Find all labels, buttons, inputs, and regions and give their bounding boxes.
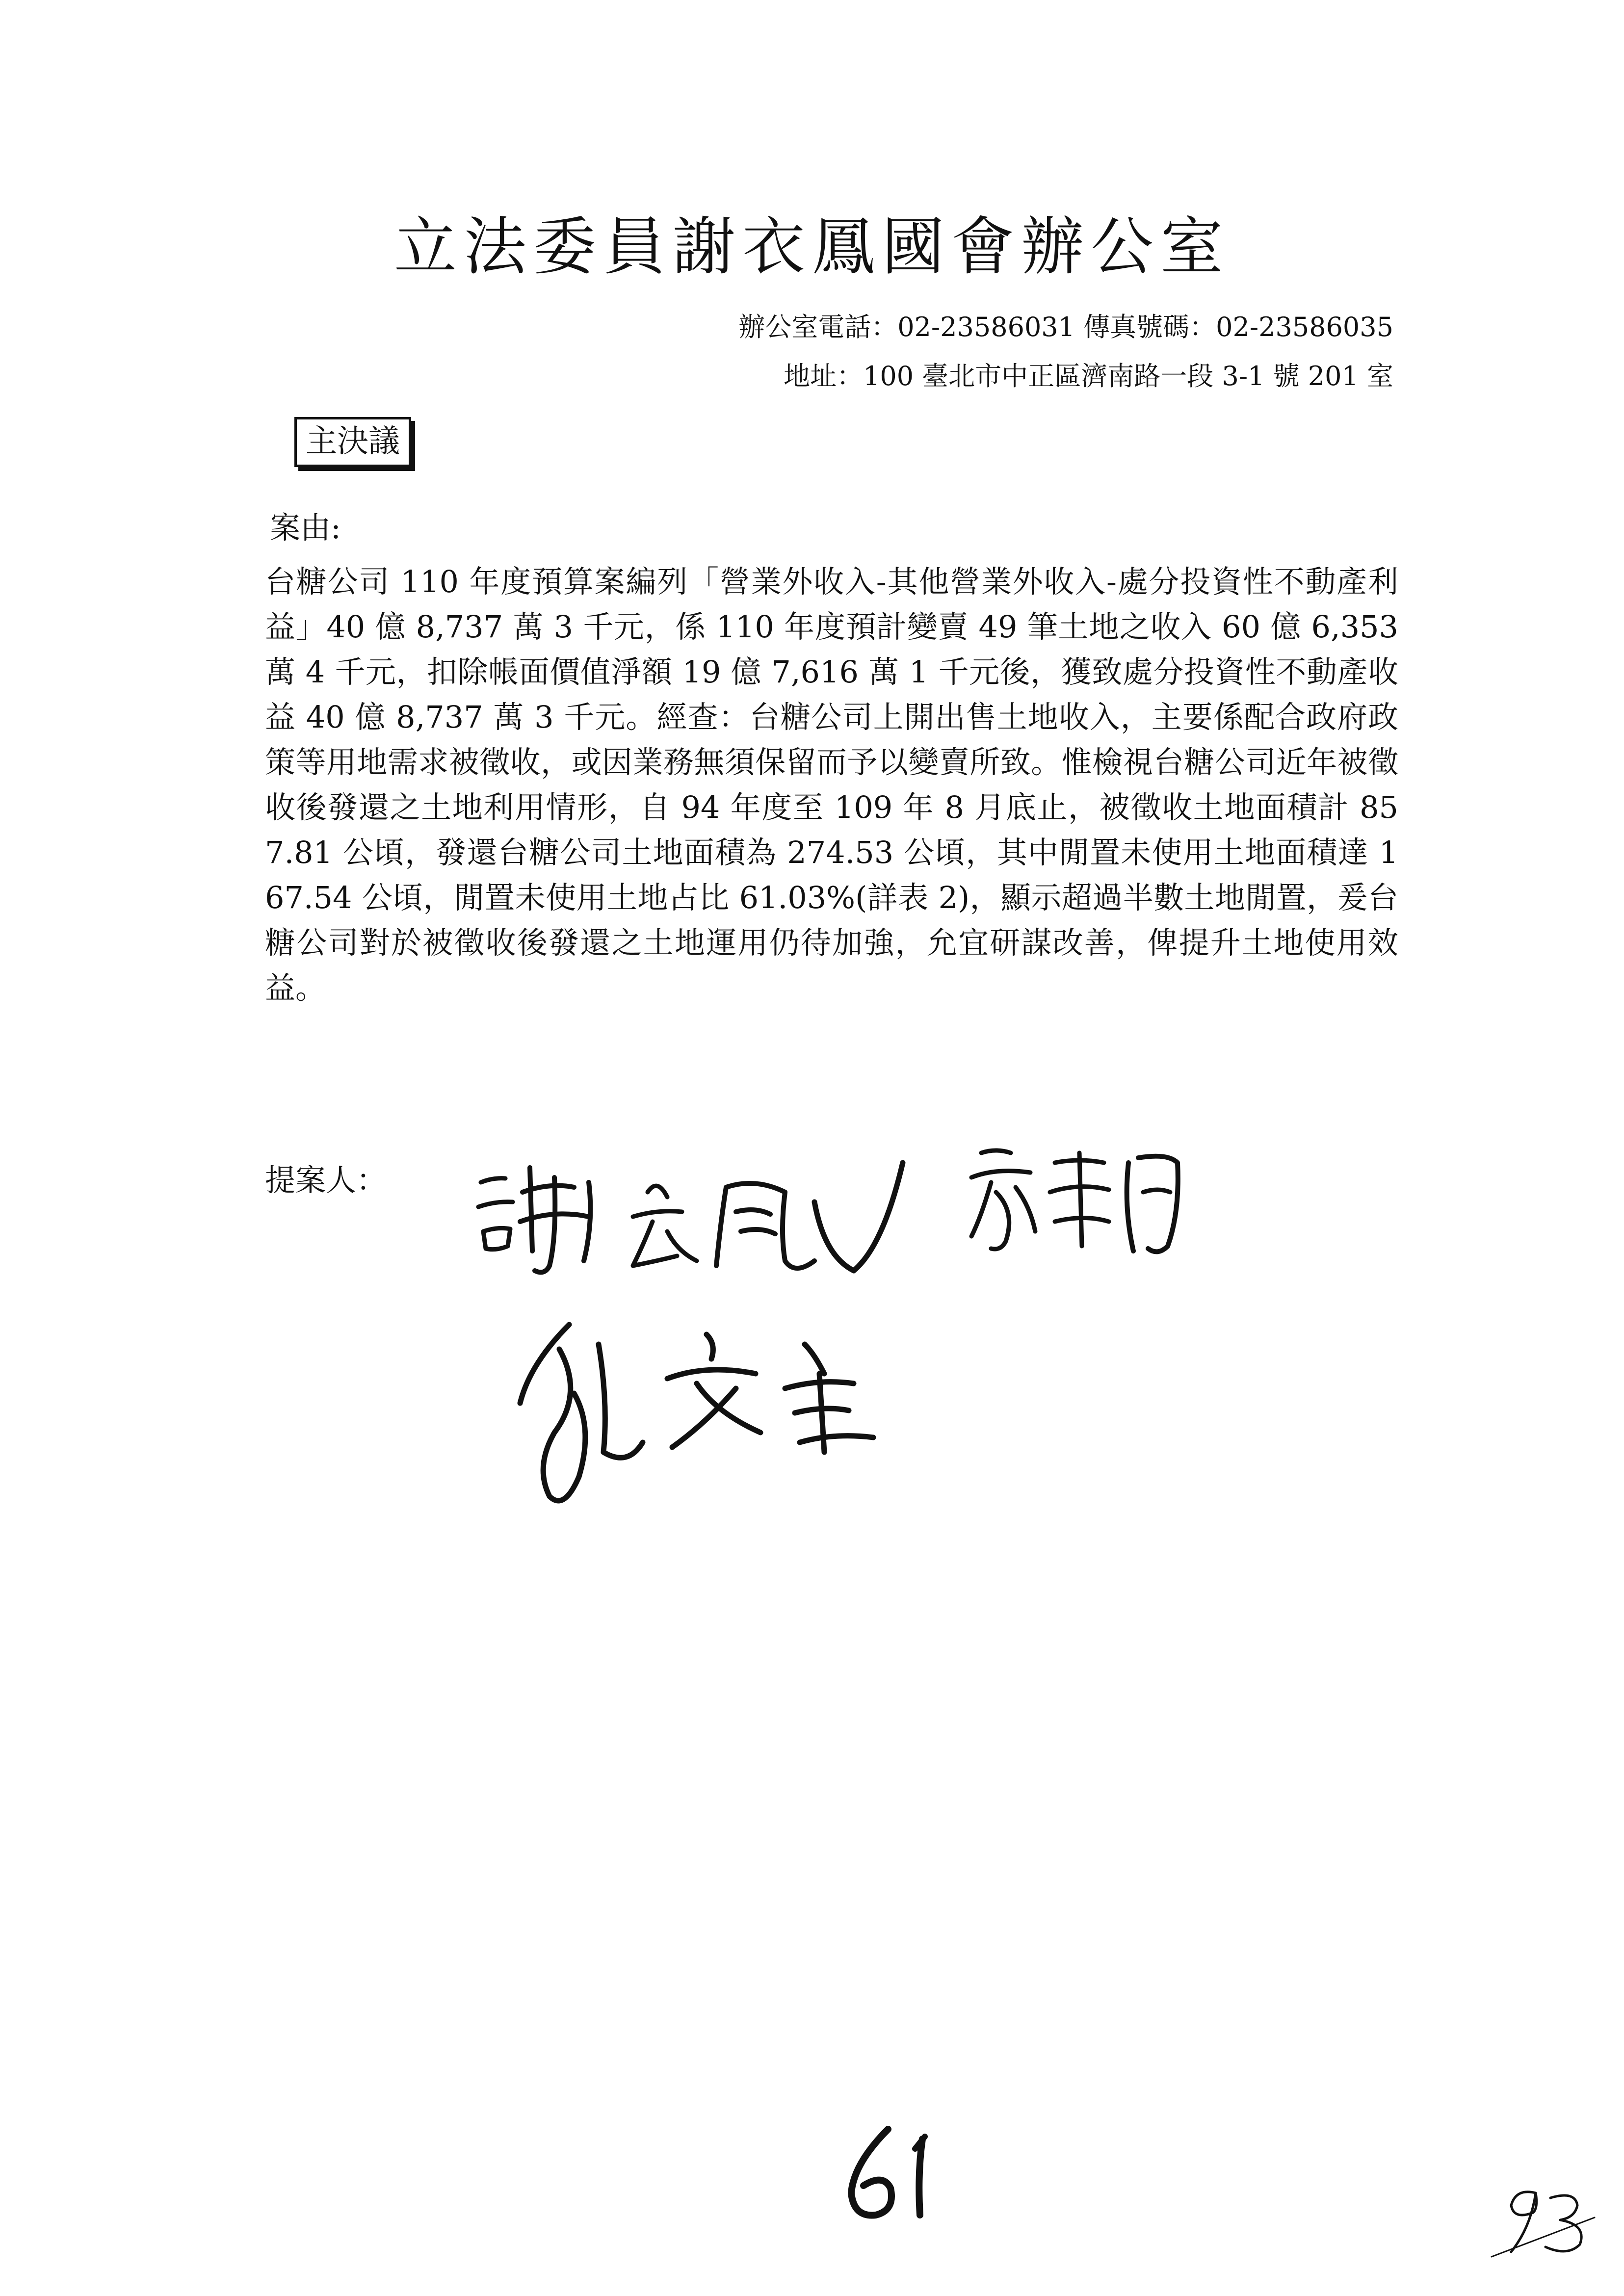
signature-proposer-1 xyxy=(471,1148,913,1305)
signature-proposer-3 xyxy=(500,1305,922,1521)
office-phone-fax: 辦公室電話：02-23586031 傳真號碼：02-23586035 xyxy=(738,312,1393,342)
office-address: 地址：100 臺北市中正區濟南路一段 3-1 號 201 室 xyxy=(784,361,1393,391)
office-title: 立法委員謝衣鳳國會辦公室 xyxy=(393,210,1230,284)
signature-proposer-2 xyxy=(962,1133,1197,1280)
proposer-label: 提案人： xyxy=(265,1162,387,1198)
case-label: 案由: xyxy=(270,510,341,546)
page-number-handwritten xyxy=(834,2119,962,2227)
case-body: 台糖公司 110 年度預算案編列「營業外收入-其他營業外收入-處分投資性不動產利益」40 億 8,737 萬 3 千元，係 110 年度預計變賣 49 筆土地之收入 60 億 6,353 萬 4 千元，扣除帳面價值淨額 19 億 7,616 萬 1 千元後，獲致處分投資性不動產收益 40 億 8,737 萬 3 千元。經查：台糖公司上開出售土地收入，主要係配合政府政策等用地需求被徵收，或因業務無須保留而予以變賣所致。惟檢視台糖公司近年被徵收後發還之土地利用情形，自 94 年度至 109 年 8 月底止，被徵收土地面積計 857.81 公頃，發還台糖公司土地面積為 274.53 公頃，其中閒置未使用土地面積達 167.54 公頃，閒置未使用土地占比 61.03%(詳表 2)，顯示超過半數土地閒置，爰台糖公司對於被徵收後發還之土地運用仍待加強，允宜研謀改善，俾提升土地使用效益。 xyxy=(265,564,1398,1006)
page-number-corner-mark xyxy=(1482,2178,1599,2262)
resolution-type-stamp: 主決議 xyxy=(294,417,411,467)
